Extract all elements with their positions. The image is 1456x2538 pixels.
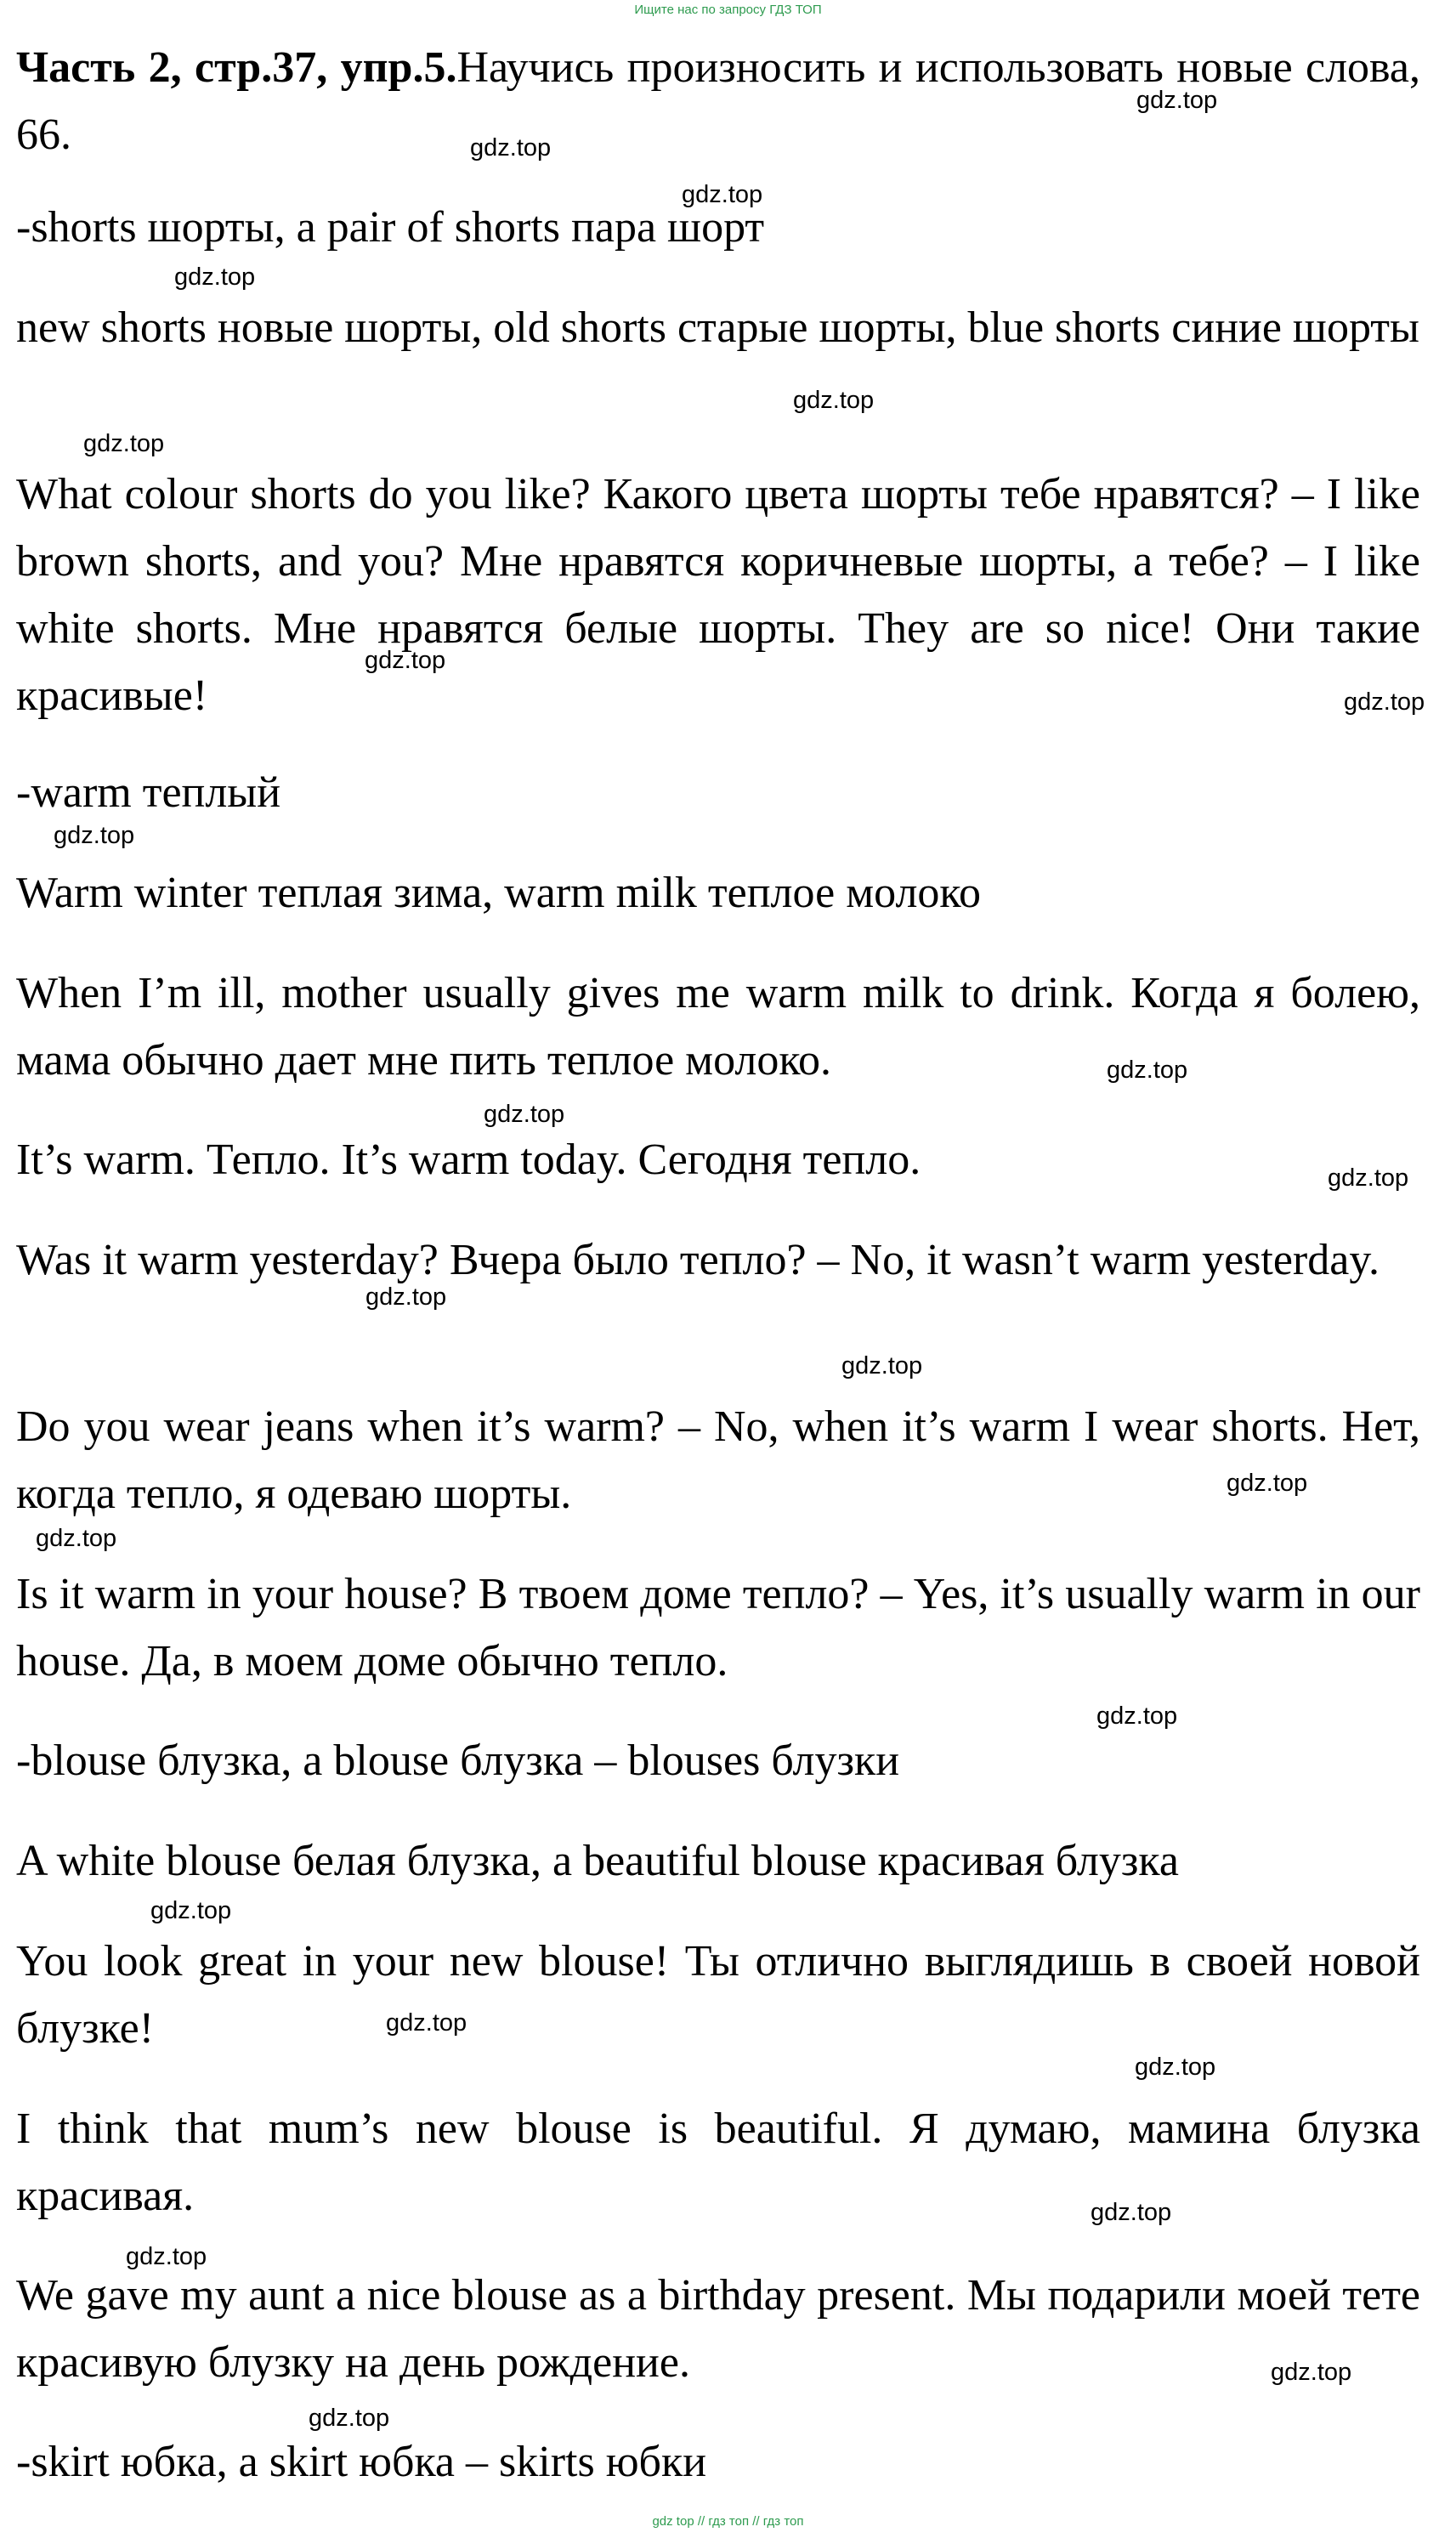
watermark: gdz.top xyxy=(150,1897,232,1924)
watermark: gdz.top xyxy=(36,1525,117,1552)
footer-banner: gdz top // гдз топ // гдз топ xyxy=(652,2514,804,2529)
watermark: gdz.top xyxy=(841,1352,923,1379)
exercise-instruction: Научись произносить и использовать новые слова, 66. xyxy=(16,43,1420,159)
watermark: gdz.top xyxy=(83,430,165,457)
vocab-skirt: -skirt юбка, a skirt юбка – skirts юбки xyxy=(16,2438,707,2486)
watermark: gdz.top xyxy=(1107,1057,1188,1084)
watermark: gdz.top xyxy=(1227,1470,1308,1497)
watermark: gdz.top xyxy=(1136,87,1218,114)
paragraph-blouse-present: We gave my aunt a nice blouse as a birthday present. Мы подарили моей тете красивую блузку на день рождение. xyxy=(16,2271,1420,2387)
watermark: gdz.top xyxy=(682,181,763,208)
paragraph-warm-today: It’s warm. Тепло. It’s warm today. Сегодня тепло. xyxy=(16,1136,921,1184)
paragraph-warm-examples: Warm winter теплая зима, warm milk теплое молоко xyxy=(16,869,982,917)
paragraph-blouse-compliment: You look great in your new blouse! Ты отлично выглядишь в своей новой блузке! xyxy=(16,1937,1420,2053)
vocab-shorts: -shorts шорты, a pair of shorts пара шорт xyxy=(16,203,765,252)
paragraph-warm-jeans: Do you wear jeans when it’s warm? – No, when it’s warm I wear shorts. Нет, когда тепло, я одеваю шорты. xyxy=(16,1402,1420,1518)
watermark: gdz.top xyxy=(1344,688,1425,716)
watermark: gdz.top xyxy=(365,1283,447,1311)
watermark: gdz.top xyxy=(386,2009,467,2037)
watermark: gdz.top xyxy=(1091,2199,1172,2226)
watermark: gdz.top xyxy=(126,2243,207,2270)
watermark: gdz.top xyxy=(484,1101,565,1128)
top-banner: Ищите нас по запросу ГДЗ ТОП xyxy=(634,3,822,17)
paragraph-shorts-dialogue: What colour shorts do you like? Какого цвета шорты тебе нравятся? – I like brown shorts, and you? Мне нравятся коричневые шорты, а тебе? – I like white shorts. Мне нравятся белые шорты. They are so nice! Они такие красивые! xyxy=(16,470,1420,720)
paragraph-warm-house: Is it warm in your house? В твоем доме тепло? – Yes, it’s usually warm in our house. Да, в моем доме обычно тепло. xyxy=(16,1570,1420,1685)
watermark: gdz.top xyxy=(1135,2054,1216,2081)
watermark: gdz.top xyxy=(793,387,875,414)
vocab-blouse: -blouse блузка, a blouse блузка – blouses блузки xyxy=(16,1736,900,1785)
watermark: gdz.top xyxy=(470,134,552,161)
vocab-warm: -warm теплый xyxy=(16,768,281,817)
paragraph-warm-yesterday: Was it warm yesterday? Вчера было тепло? – No, it wasn’t warm yesterday. xyxy=(16,1236,1380,1284)
watermark: gdz.top xyxy=(365,647,446,674)
watermark: gdz.top xyxy=(1271,2359,1352,2386)
watermark: gdz.top xyxy=(1328,1164,1409,1192)
paragraph-blouse-mum: I think that mum’s new blouse is beautiful. Я думаю, мамина блузка красивая. xyxy=(16,2105,1420,2220)
watermark: gdz.top xyxy=(54,822,135,849)
paragraph-shorts-examples: new shorts новые шорты, old shorts старые шорты, blue shorts синие шорты xyxy=(16,303,1419,352)
exercise-reference: Часть 2, стр.37, упр.5. xyxy=(16,43,457,92)
watermark: gdz.top xyxy=(1096,1702,1178,1730)
watermark: gdz.top xyxy=(309,2405,390,2432)
paragraph-warm-milk: When I’m ill, mother usually gives me warm milk to drink. Когда я болею, мама обычно дает мне пить теплое молоко. xyxy=(16,969,1420,1085)
watermark: gdz.top xyxy=(174,263,256,291)
paragraph-blouse-examples: A white blouse белая блузка, a beautiful blouse красивая блузка xyxy=(16,1837,1179,1885)
